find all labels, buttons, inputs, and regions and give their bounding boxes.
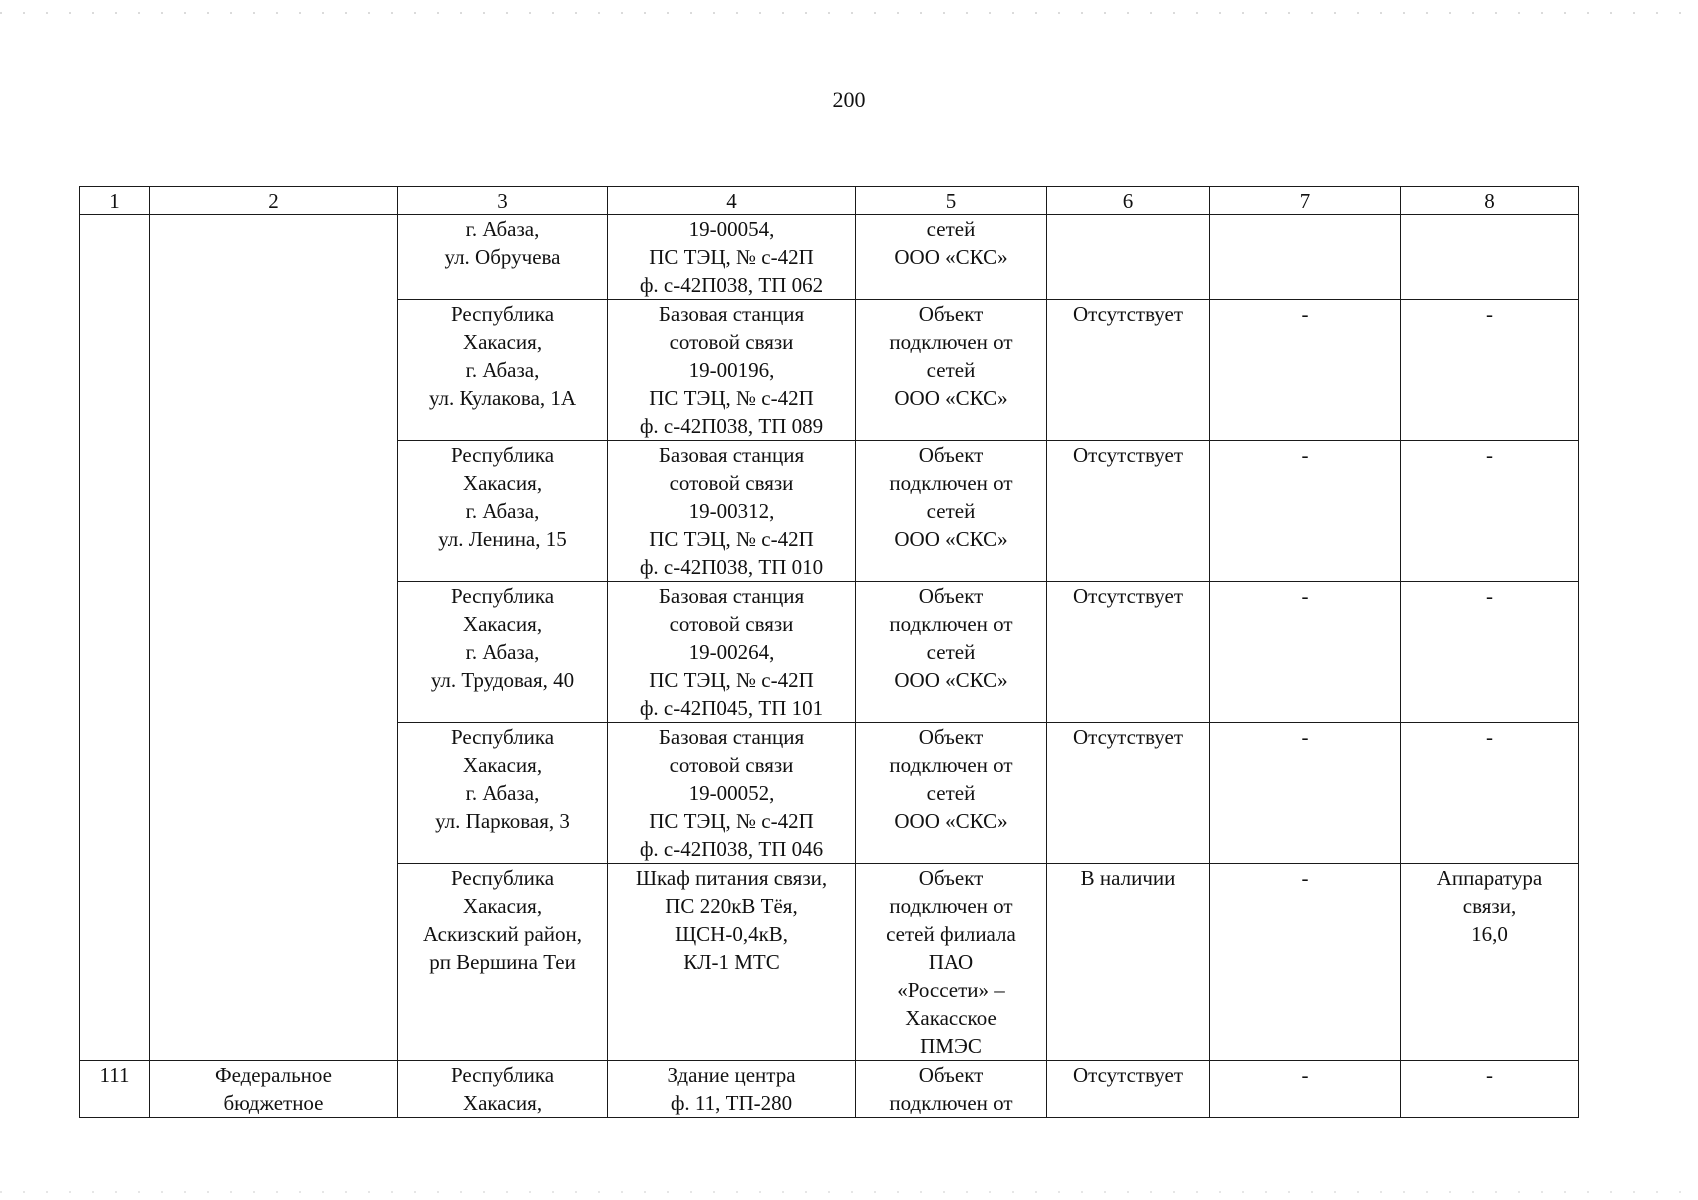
cell-object: Шкаф питания связи, ПС 220кВ Тёя, ЩСН-0,4кВ, КЛ-1 МТС	[608, 864, 856, 1061]
cell-connection: Объект подключен от сетей ООО «СКС»	[856, 723, 1047, 864]
cell-object: Базовая станция сотовой связи 19-00264, ПС ТЭЦ, № с-42П ф. с-42П045, ТП 101	[608, 582, 856, 723]
cell-connection: Объект подключен от сетей ООО «СКС»	[856, 441, 1047, 582]
cell-object: 19-00054, ПС ТЭЦ, № с-42П ф. с-42П038, ТП 062	[608, 215, 856, 300]
cell-address: Республика Хакасия,	[398, 1061, 608, 1118]
data-table	[79, 186, 1579, 1118]
cell-col6: Отсутствует	[1047, 300, 1210, 441]
cell-col8: -	[1401, 1061, 1579, 1118]
cell-address: Республика Хакасия, г. Абаза, ул. Парковая, 3	[398, 723, 608, 864]
cell-connection: Объект подключен от сетей ООО «СКС»	[856, 582, 1047, 723]
page-number: 200	[832, 87, 866, 112]
cell-col6: Отсутствует	[1047, 723, 1210, 864]
cell-address: Республика Хакасия, Аскизский район, рп Вершина Теи	[398, 864, 608, 1061]
cell-connection: Объект подключен от сетей филиала ПАО «Россети» – Хакасское ПМЭС	[856, 864, 1047, 1061]
cell-col7: -	[1210, 300, 1401, 441]
cell-col6: Отсутствует	[1047, 582, 1210, 723]
cell-connection: Объект подключен от сетей ООО «СКС»	[856, 300, 1047, 441]
cell-col7: -	[1210, 582, 1401, 723]
cell-connection: сетей ООО «СКС»	[856, 215, 1047, 300]
cell-col7: -	[1210, 441, 1401, 582]
cell-object: Здание центра ф. 11, ТП-280	[608, 1061, 856, 1118]
cell-col6	[1047, 215, 1210, 300]
cell-organization: Федеральное бюджетное	[150, 1061, 398, 1118]
cell-col7: -	[1210, 1061, 1401, 1118]
cell-col7: -	[1210, 723, 1401, 864]
cell-col6: Отсутствует	[1047, 441, 1210, 582]
cell-col8: Аппаратура связи, 16,0	[1401, 864, 1579, 1061]
column-header: 6	[1047, 187, 1210, 215]
cell-col8: -	[1401, 300, 1579, 441]
column-header: 7	[1210, 187, 1401, 215]
scan-artifact-top	[0, 12, 1698, 14]
column-header: 3	[398, 187, 608, 215]
cell-organization	[150, 215, 398, 1061]
table-header	[80, 187, 1579, 215]
table-row	[80, 1061, 1579, 1118]
cell-number: 111	[80, 1061, 150, 1118]
cell-connection: Объект подключен от	[856, 1061, 1047, 1118]
cell-col6: В наличии	[1047, 864, 1210, 1061]
column-header: 2	[150, 187, 398, 215]
table-body	[80, 215, 1579, 1118]
cell-col8: -	[1401, 723, 1579, 864]
column-header: 1	[80, 187, 150, 215]
cell-col6: Отсутствует	[1047, 1061, 1210, 1118]
column-header: 8	[1401, 187, 1579, 215]
cell-object: Базовая станция сотовой связи 19-00052, ПС ТЭЦ, № с-42П ф. с-42П038, ТП 046	[608, 723, 856, 864]
column-header: 5	[856, 187, 1047, 215]
column-header: 4	[608, 187, 856, 215]
cell-col7	[1210, 215, 1401, 300]
cell-object: Базовая станция сотовой связи 19-00312, ПС ТЭЦ, № с-42П ф. с-42П038, ТП 010	[608, 441, 856, 582]
cell-col8: -	[1401, 582, 1579, 723]
cell-col7: -	[1210, 864, 1401, 1061]
scan-artifact-bottom	[0, 1191, 1698, 1193]
cell-address: Республика Хакасия, г. Абаза, ул. Ленина, 15	[398, 441, 608, 582]
header-row	[80, 187, 1579, 215]
cell-number	[80, 215, 150, 1061]
cell-address: Республика Хакасия, г. Абаза, ул. Трудовая, 40	[398, 582, 608, 723]
cell-col8	[1401, 215, 1579, 300]
cell-address: г. Абаза, ул. Обручева	[398, 215, 608, 300]
cell-object: Базовая станция сотовой связи 19-00196, ПС ТЭЦ, № с-42П ф. с-42П038, ТП 089	[608, 300, 856, 441]
cell-col8: -	[1401, 441, 1579, 582]
cell-address: Республика Хакасия, г. Абаза, ул. Кулакова, 1А	[398, 300, 608, 441]
table-row	[80, 215, 1579, 300]
